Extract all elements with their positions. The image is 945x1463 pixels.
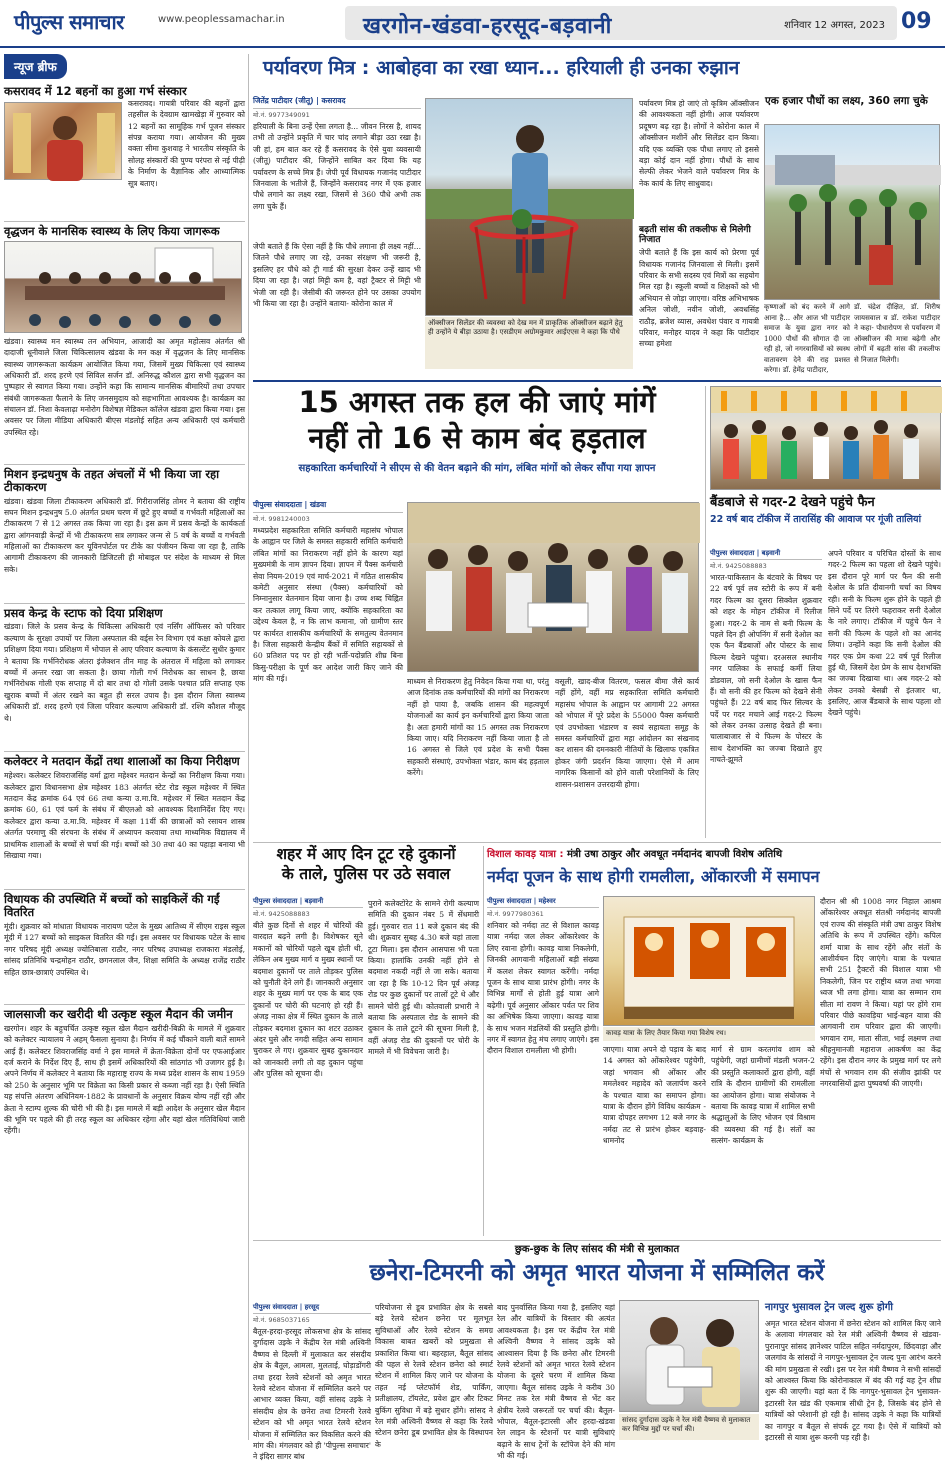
kanwad-kicker: विशाल कावड़ यात्रा : xyxy=(487,849,564,860)
paryavaran-caption-2: कृष्णाओं को बंद करने में आगे आना है... और आज भी पाटीदार समाज के युवा द्वारा नगर को 1000 पौधों की सौगात दी जा रही हो, जो नगरवासियों को स्वस्थ वातावरण देने की राह प्रशस्त करेगा। डॉ. हेमेंद्र पाटीदार, xyxy=(764,303,850,374)
story-kanwad xyxy=(487,846,941,1236)
column-divider xyxy=(705,386,706,838)
theft-text: बीते कुछ दिनों से शहर में चोरियों की वारदात बढ़ने लगी है। विशेषकर सूने मकानों को चोरियों पहले खूब होती थी, लेकिन अब मुख्य मार्ग व मुख्य स्थानों पर बदमाश दुकानों पर ताले तोड़कर पुलिस को चुनौती देने लगे हैं। जानकारी अनुसार शहर के मुख्य मार्ग पर एक के बाद एक दुकानों पर चोरी की घटनाएं हो रही हैं। अंजड़ नाका क्षेत्र में स्थित दुकान के ताले तोड़कर बदमाश दुकान का शटर उठाकर अंदर घुसे और नगदी सहित अन्य सामान चुराकर ले गए। शुक्रवार सुबह दुकानदार को जानकारी लगी तो वह दुकान पहुंचा और पुलिस को सूचना दी। xyxy=(253,921,363,1079)
brief-item xyxy=(4,603,245,749)
theft-text-2: पुराने कलेक्टोरेट के सामने रोगी कल्याण समिति की दुकान नंबर 5 में सेंधमारी हुई। गुरुवार रात 11 बजे दुकान बंद की थी। शुक्रवार सुबह 4.30 बजे यहां ताला टूटा मिला। इस दौरान आसपास भी पता किया। हालांकि उनकी नहीं होने से बदमाश नकदी नहीं ले जा सके। बताया जा रहा है कि 10-12 दिन पूर्व अंजड़ रोड पर कुछ दुकानों पर तालों टूटे थे और सामने चोरी हुई थी। कोतवाली प्रभारी ने बताया कि अस्पताल रोड के सामने की दुकान के ताले टूटने की सूचना मिली है, वहीं अंजड़ रोड की दुकानों पर चोरी के मामले में भी विवेचना जारी है। xyxy=(368,899,479,1057)
kanwad-kicker-line xyxy=(487,846,941,860)
paryavaran-photo-caption: ऑक्सीजन सिलेंडर की व्यवस्था को देख मन में प्राकृतिक ऑक्सीजन बढ़ाने हेतु ही उन्होंने ये बीड़ा उठाया है। एसडीएम अग्रोमकुमार आईएएस ने कहा कि पौधे xyxy=(425,317,633,369)
brief-title: मिशन इन्द्रधनुष के तहत अंचलों में भी किया जा रहा टीकाकरण xyxy=(4,466,220,494)
byline-name: पीपुल्स संवाददाता xyxy=(487,897,532,905)
byline-place: कसरावद xyxy=(321,96,346,105)
strike-headline-2: नहीं तो 16 से काम बंद हड़ताल xyxy=(308,421,646,456)
story-theft xyxy=(253,846,479,1236)
byline-place: हरसूद xyxy=(304,1303,320,1311)
region-title: खरगोन-खंडवा-हरसूद-बड़वानी xyxy=(363,14,612,39)
byline-mobile: मो.नं. 9425088883 xyxy=(710,562,767,570)
paryavaran-text: जेपी बताते हैं कि ऐसा नहीं है कि पौधे लगाना ही लक्ष्य नहीं... जितने पौधे लगाए जा रहे, उनका संरक्षण भी जरूरी है, इसलिए हर पौधे को ट्री गार्ड की सुरक्षा देकर उन्हें खाद भी दिया जा रहा है। जहां मिट्टी कम है, वहां ट्रैक्टर से मिट्टी भी भेजी जा रही है। जेसीबी की जरूरत होने पर उसका उपयोग भी किया जा रहा है। उन्होंने बताया- कोरोना काल में xyxy=(253,242,421,308)
section-divider xyxy=(253,380,941,382)
kanwad-kicker-rest: मंत्री उषा ठाकुर और अवधूत नर्मदानंद बापजी विशेष अतिथि xyxy=(566,849,783,860)
byline-mobile: मो.नं. 9981240003 xyxy=(253,515,310,523)
paryavaran-headline: पर्यावरण मित्र : आबोहवा का रखा ध्यान... हरियाली ही उनका रुझान xyxy=(263,57,740,79)
strike-text-2: वसूली, खाद-बीज वितरण, फसल बीमा जैसे कार्य नहीं होंगे, वहीं मप्र सहकारिता समिति कर्मचारी महासंघ भोपाल के आह्वान पर आगामी 22 अगस्त को भोपाल में पूरे प्रदेश के 55000 पैक्स कर्मचारी एवं उपभोक्ता भंडारण व स्वयं सहायता समूह के समस्त कर्मचारियों द्वारा महा आंदोलन का संखनाद कर शासन की दमनकारी नीतियों के खिलाफ एकत्रित होकर जंगी प्रदर्शन किया जाएगा। ऐसे में आम नागरिक किसानों को होने वाली परेशानियों के लिए शासन-प्रशासन उत्तरदायी होगा। xyxy=(555,677,699,789)
byline-mobile: मो.नं. 9425088883 xyxy=(253,910,310,918)
rail-photo-caption: सांसद दुर्गादास उइके ने रेल मंत्री वैष्णव से मुलाकात कर विभिन्न मुद्दों पर चर्चा की। xyxy=(619,1414,759,1440)
paryavaran-text: जेपी बताते हैं कि इस कार्य को प्रेरणा पूर्व विधायक गजानंद जिनवाला से मिली। इसमें परिवार के सभी सदस्य एवं मित्रों का सहयोग मिल रहा है। स्कूली बच्चों व शिक्षकों को भी अभियान से जोड़ा जाएगा। वरिष्ठ अभिभाषक अनिल जोशी, नवीन जोशी, अवधसिंह राठौड़, ब्रजेश व्यास, अवधेश पंवार व गायत्री परिवार, मनोहर यादव ने कहा कि पाटीदार सच्चा हमेशा xyxy=(639,248,759,349)
byline-place: बड़वानी xyxy=(304,897,324,905)
brief-title: कसरावद में 12 बहनों का हुआ गर्भ संस्कार xyxy=(4,84,187,98)
byline: पीपुल्स संवाददाता | महेश्वर xyxy=(487,894,599,908)
brief-text: कसरावद। गायत्री परिवार की बहनों द्वारा तहसील के देवग्राम खामखेड़ा में गुरुवार को 12 बहनों का सामूहिक गर्भ पूजन संस्कार संपन्न कराया गया। आयोजन की मुख्य वक्ता सीमा कुशवाह ने भारतीय संस्कृति के सोलह संस्कारों की पुण्य परंपरा से नई पीढ़ी के निर्माण के वैज्ञानिक और आध्यात्मिक सूत्र बताए। xyxy=(128,98,245,188)
brief-item xyxy=(4,221,245,461)
masthead xyxy=(0,0,945,48)
gadar-photo xyxy=(710,386,941,490)
byline-name: पीपुल्स संवाददाता xyxy=(253,500,302,509)
section-divider xyxy=(253,1240,941,1241)
logo[interactable]: पीपुल्स समाचार xyxy=(14,10,124,34)
region-bar xyxy=(345,6,897,40)
byline-place: महेश्वर xyxy=(538,897,556,905)
byline-place: खंडवा xyxy=(309,500,327,509)
byline: जितेंद्र पाटीदार (जीतू) | कसरावद xyxy=(253,94,421,109)
kanwad-text-3: मार्ग से ग्राम करतगांव शाम को पहुंचेगी, जहां ग्रामीणों मंडली भजन-2 की प्रस्तुति कलाकारों द्वारा होगी, वहीं रात्रि के दौरान ग्रामीणों की रामलीला का आयोजन होगा। यात्रा संयोजक ने बताया कि कावड़ यात्रा में शामिल सभी श्रद्धालुओं के लिए भोजन एवं विश्राम की व्यवस्था की गई है। संतों का सत्संग- कार्यक्रम के xyxy=(711,1045,815,1146)
theft-headline-1: शहर में आए दिन टूट रहे दुकानों xyxy=(276,845,456,863)
byline: पीपुल्स संवाददाता | बड़वानी xyxy=(710,546,822,560)
rail-col1 xyxy=(253,1300,371,1462)
byline-name: जितेंद्र पाटीदार (जीतू) xyxy=(253,96,314,105)
brief-text: खंडवा। स्वास्थ्य मन स्वास्थ्य तन अभियान, आजादी का अमृत महोत्सव अंतर्गत श्री दादाजी धूनीवाले जिला चिकित्सालय खंडवा के मन कक्ष में वृद्धजन के लिए मानसिक स्वास्थ्य जागरूकता कार्यक्रम आयोजित किया गया, जिसमें मुख्य चिकित्सा एवं स्वास्थ्य अधिकारी डॉ. शरद हरणे एवं सिविल सर्जन डॉ. अनिरुद्ध कौशल द्वारा सभी वृद्धजन का पुष्पहार से स्वागत किया गया। उन्होंने कहा कि सामान्य मानसिक बीमारियों तथा उपचार संबंधी जागरूकता फैलाने के लिए जनसमुदाय को सहभागिता आवश्यक है। कार्यक्रम का संचालन डॉ. निशा केवलाढ़ा मनोरोग विशेषज्ञ मेडिकल कॉलेज खंडवा द्वारा किया गया। इस अवसर पर जिला मीडिया अधिकारी बीएस मंडलोई सहित अन्य अधिकारी एवं कर्मचारी उपस्थित रहे। xyxy=(4,336,245,437)
brief-item xyxy=(4,1004,245,1173)
paryavaran-text: हरियाली के बिना उन्हें ऐसा लगता है... जीवन निरस है, शायद तभी तो उन्होंने प्रकृति में चार चांद लगाने बीड़ा उठा रखा है। जी हां, हम बात कर रहे हैं कसरावद के ऐसे युवा व्यवसायी (जीतू) पाटीदार की, जिन्होंने साबित कर दिया कि यह पर्यावरण के सच्चे मित्र हैं। जेपी पूर्व विधायक गजानंद पाटीदार जिनवाला के भतीजे हैं, जिन्होंने कसरावद नगर में एक हजार पौधे लगाने का लक्ष्य रखा, जिसमें से 360 पौधे अभी तक लगा चुके हैं। xyxy=(253,122,421,211)
rail-side-headline: नागपुर भुसावल ट्रेन जल्द शुरू होगी xyxy=(765,1302,893,1313)
brief-photo-seminar xyxy=(4,241,242,333)
theft-col1 xyxy=(253,894,363,1234)
column-divider xyxy=(483,846,484,1236)
gadar-text-2: अपने परिवार व परिचित दोस्तों के साथ गदर-2 फिल्म का पहला शो देखने पहुंचे। इस दौरान पूरे मार्ग पर फैन की सनी देओल के प्रति दीवानगी चर्चा का विषय रही। सनी के फिल्म शुरू होने के पहले ही सिने पर्दे पर तिरंगे फहराकर सनी देओल के नारे लगाए। टॉकीज में पहुंचे फैन ने सनी की फिल्म के पहले शो का आनंद लिया। उन्होंने कहा कि सनी देओल की गदर एक प्रेम कथा 22 वर्ष पूर्व रिलीज हुई थी, जिसमें देश प्रेम के साथ देशभक्ति का जज्बा दिखाया था। अब गदर-2 को लेकर उनको बेसब्री से इंतजार था, इसलिए, आज बैंडबाजे के साथ पहला शो देखने पहुंचे। xyxy=(828,549,941,718)
brief-text: खंडवा। जिले के प्रसव केन्द्र के चिकित्सा अधिकारी एवं नर्सिंग ऑफिसर को परिवार कल्याण के सुरक्षा उपायों पर जिला अस्पताल की वर्ड्स रेन विभाग एवं कक्षा कोयले द्वारा प्रशिक्षण दिया गया। प्रशिक्षण में भोपाल से आए परिवार कल्याण के कंसल्टेंट सुधीर कुमार ने बताया कि गर्भनिरोधक अंतरा इंजेक्शन तीन माह के अंतराल में महिला को लगाकर बच्चों में अन्तर रखा जा सकता है। छाया गोली गर्भ निरोधक का साधन है, छाया गर्भनिरोधक गोली एक सप्ताह में दो बार तथा दो गोली उसके पश्चात प्रति सप्ताह एक खुराक बच्चों में अंतर रखने का बहुत ही सरल उपाय है। इस दौरान जिला स्वास्थ्य अधिकारी डॉ. शरद हरणे एवं जिला परिवार कल्याण अधिकारी डॉ. रश्मि कौशल मौजूद थे। xyxy=(4,622,245,723)
strike-photo-caption-text: माध्यम से निराकरण हेतु निवेदन किया गया था, परंतु आज दिनांक तक कर्मचारियों की मांगों का निराकरण नहीं हो पाया है, जबकि शासन की महत्वपूर्ण योजनाओं का कार्य इन कर्मचारियों द्वारा किया जाता है। अतः हमारी मांगों का 15 अगस्त तक निराकरण किया जाए। यदि निराकरण नहीं किया जाता है तो 16 अगस्त से जिले एवं प्रदेश के सभी पैक्स सहकारी संस्थाएं, उपभोक्ता भंडार, काम बंद हड़ताल करेंगे। xyxy=(407,677,549,778)
brief-column xyxy=(4,54,245,1440)
brief-item xyxy=(4,889,245,1001)
rail-text-2: परियोजना से डूब प्रभावित क्षेत्र के सबसे बड़े रेलवे स्टेशन छनेरा पर मूलभूत सुविधाओं और रेलवे स्टेशन के समग्र विकास बाबत खबरों को प्रमुखता से प्रकाशित किया था। बहरहाल, बैतूल सांसद की पहल से रेलवे स्टेशन छनेरा को स्मार्ट स्टेशन में शामिल किए जाने पर योजना के तहत नई प्लेटफॉर्म शेड, पार्किंग, प्रतीक्षालय, टॉयलेट, प्रवेश द्वार और टिकट बुकिंग सुविधा में बड़े सुधार होंगे। सांसद ने रेल मंत्री अश्विनी वैष्णव से कहा कि रेलवे स्टेशन छनेरा डूब प्रभावित क्षेत्र के विस्थापन के xyxy=(375,1303,493,1449)
theft-headline-2: के ताले, पुलिस पर उठे सवाल xyxy=(281,865,451,884)
brief-title: प्रसव केन्द्र के स्टाफ को दिया प्रशिक्षण xyxy=(4,605,163,620)
rail-headline: छनेरा-टिमरनी को अमृत भारत योजना में सम्मिलित करें xyxy=(369,1260,825,1287)
brief-title: विधायक की उपस्थिति में बच्चों को साइकिलें की गईं वितरित xyxy=(4,892,220,920)
story-paryavaran xyxy=(253,54,941,374)
brief-item xyxy=(4,751,245,886)
brief-title: कलेक्टर ने मतदान केंद्रों तथा शालाओं का किया निरीक्षण xyxy=(4,754,240,769)
brief-photo-woman xyxy=(4,102,122,180)
kanwad-photo-caption: कावड़ यात्रा के लिए तैयार किया गया विशेष रथ। xyxy=(603,1027,815,1041)
rail-text: बैतूल-हरदा-हरसूद लोकसभा क्षेत्र के सांसद दुर्गादास उइके ने केंद्रीय रेल मंत्री अश्विनी वैष्णव से दिल्ली में मुलाकात कर संसदीय क्षेत्र के बैतूल, आमला, मुलताई, घोड़ाडोंगरी तथा हरदा रेलवे स्टेशनों को अमृत भारत रेलवे स्टेशन योजना में सम्मिलित करने पर आभार व्यक्त किया, वहीं सांसद उइके ने संसदीय क्षेत्र के छनेरा तथा टिमरनी रेलवे स्टेशन को भी अमृत भारत रेलवे स्टेशन योजना में सम्मिलित कर विकसित करने की मांग की। मंगलवार को ही 'पीपुल्स समाचार' ने इंदिरा सागर बांध xyxy=(253,1327,371,1462)
strike-col1 xyxy=(253,498,403,838)
page-number: 09 xyxy=(901,9,932,34)
byline-name: पीपुल्स संवाददाता xyxy=(253,1303,298,1311)
byline-mobile: मो.नं. 9977349091 xyxy=(253,111,310,119)
kanwad-text-4: दौरान श्री श्री 1008 नगर निहाल आश्रम ओंकारेश्वर अवधूत संतश्री नर्मदानंद बापजी एवं राज्य की संस्कृति मंत्री उषा ठाकुर विशेष अतिथि के रूप में उपस्थित रहेंगे। कपिल शर्मा यात्रा के साथ रहेंगे और संतों के आशीर्वचन दिए जाएंगे। यात्रा के पश्चात सभी 251 ट्रैक्टरों की विशाल यात्रा भी निकलेगी, जिन पर राष्ट्रीय ध्वज तथा भगवा ध्वज भी लगा होगा। यात्रा का सम्मान राम सीता मां रावण ने किया। यहां पर होंगे राम परिवार पीछे कावड़िया भाई-बहन यात्रा की आगवानी राम परिवार द्वारा की जाएगी। भगवान राम, माता सीता, भाई लक्ष्मण तथा श्रीहनुमानजी महाराज आकर्षण का केंद्र रहेंगे। इस दौरान नगर के प्रमुख मार्ग पर लगे मंचों से भगवान राम की संजीव झांकी पर नगरवासियों द्वारा पुष्पवर्षा की जाएगी। xyxy=(820,897,941,1089)
byline-name: पीपुल्स संवाददाता xyxy=(710,549,755,557)
rail-kicker: छुक-छुक के लिए सांसद की मंत्री से मुलाकात xyxy=(514,1244,680,1255)
story-gadar xyxy=(710,386,941,838)
brief-text: मूंदी। शुक्रवार को मांधाता विधायक नारायण पटेल के मुख्य आतिथ्य में सीएम राइस स्कूल मूंदी में 127 बच्चों को साइकल वितरित की गईं। इस अवसर पर विधायक पटेल के साथ नगर परिषद मूंदी अध्यक्ष ज्योतिबाला राठौर, नगर परिषद उपाध्यक्ष राजकारा मंडलोई, सांसद प्रतिनिधि चन्द्रमोहन राठौर, छगनलाल जैन, शिक्षा समिति के अध्यक्ष राजेंद्र राठौर सहित छात्र-छात्राएं उपस्थित थे। xyxy=(4,922,245,977)
paryavaran-side-heading: एक हजार पौधों का लक्ष्य, 360 लगा चुके xyxy=(765,95,928,107)
paryavaran-photo-plantation xyxy=(764,124,940,300)
brief-header: न्यूज ब्रीफ xyxy=(4,54,67,79)
brief-text: खंडवा। खंडवा जिला टीकाकरण अधिकारी डॉ. गिरीराजसिंह तोमर ने बताया की राष्ट्रीय सघन मिशन इन्द्रधनुष 5.0 अंतर्गत प्रथम चरण में छूटे हुए बच्चों व गर्भवती महिलाओं का टीकाकरण 7 से 12 अगस्त तक किया जा रहा है। इस क्रम में प्रसव केन्द्रों के कार्यकर्ता द्वारा आंगनवाड़ी केन्द्रों में भी टीकाकरण सत्र लगाकर जन्म से 5 वर्ष के बच्चों व गर्भवती महिलाओं का टीकाकरण कर यूविनपोर्टल पर टीके का पंजीयन किया जा रहा है, ताकि आगामी टीकाकरण की जानकारी डिजिटली ही मोबाइल पर संदेश के माध्यम से मिल सके। xyxy=(4,496,245,574)
gadar-headline: बैंडबाजे से गदर-2 देखने पहुंचे फैन xyxy=(710,495,875,510)
paryavaran-caption-3: डॉ. चंद्रेश दीक्षित, डॉ. शिरीष जायसवाल व डॉ. राकेश पाटीदार ने कहा- पौधारोपण से पर्यावरण में ऑक्सीजन की मात्रा बढ़ेगी और लोगों में बढ़ती सांस की तकलीफ से निजात मिलेगी। xyxy=(854,303,940,364)
brief-title: वृद्धजन के मानसिक स्वास्थ्य के लिए किया जागरूक xyxy=(4,223,220,238)
kanwad-text: शनिवार को नर्मदा तट से विशाल कावड़ यात्रा नर्मदा जल लेकर ओंकारेश्वर के लिए रवाना होगी। कावड़ यात्रा निकलेगी, जिनकी आगवानी महिलाओं बड़ी संख्या में कलश लेकर स्वागत करेंगी। नर्मदा पूजन के साथ यात्रा प्रारंभ होगी। नगर के विभिन्न मार्गों से होती हुई यात्रा आगे बढ़ेगी। पूर्व अनुसार ओंकार पर्वत पर शिव का अभिषेक किया जाएगा। कावड़ यात्रा के साथ भजन मंडलियों की प्रस्तुति होगी। नगर में स्वागत हेतु मंच लगाए जाएंगे। इस दौरान विशाल रामलीला भी होगी। xyxy=(487,921,599,1056)
kanwad-text-2: जाएगा। यात्रा अपने दो पड़ाव के बाद 14 अगस्त को ओंकारेश्वर पहुंचेगी, जहां भगवान श्री ओंकार और ममलेश्वर महादेव को जलार्पण करने के पश्चात यात्रा का समापन होगा। यात्रा के दौरान होंगे विविध कार्यक्रम - यात्रा दोपहर लगभग 12 बजे नगर के नर्मदा तट से प्रारंभ होकर बड़वाह-धामनोद xyxy=(603,1045,706,1146)
kanwad-headline: नर्मदा पूजन के साथ होगी रामलीला, ओंकारजी में समापन xyxy=(487,867,820,886)
kanwad-col1 xyxy=(487,894,599,1234)
paryavaran-text: पर्यावरण मित्र हो जाएं तो कृत्रिम ऑक्सीजन की आवश्यकता नहीं होगी। आज पर्यावरण प्रदूषण बढ़ रहा है। लोगों ने कोरोना काल में ऑक्सीजन मशीनें और सिलेंडर दान किया। यदि एक व्यक्ति एक पौधा लगाए तो इससे बड़ा कोई दान नहीं होगा। पौधों के साथ सेल्फी लेकर भेजने वाले पर्यावरण मित्र के नेक कार्य के लिए साधुवाद। xyxy=(639,99,759,188)
rail-text-3: बाद पुनर्वासित किया गया है, इसलिए यहां रेल और यात्रियों के विस्तार की अत्यंत आवश्यकता है। इस पर केंद्रीय रेल मंत्री अश्विनी वैष्णव ने सांसद उइके को आश्वासन दिया है कि छनेरा और टिमरनी रेलवे स्टेशनों को अमृत भारत रेलवे स्टेशन योजना के दूसरे चरण में शामिल किया जाएगा। बैतूल सांसद उइके ने करीब 30 मिनट तक रेल मंत्री वैष्णव से भेंट कर क्षेत्रीय रेलवे जरूरतों पर चर्चा की। बैतूल-भोपाल, बैतूल-इटारसी और हरदा-खंडवा रेल लाइन के स्टेशनों पर यात्री सुविधाएं बढ़ाने के साथ ट्रेनों के स्टॉपेज देने की मांग भी की गई। xyxy=(497,1303,615,1461)
brief-title: जालसाजी कर खरीदी थी उत्कृष्ट स्कूल मैदान की जमीन xyxy=(4,1007,233,1021)
gadar-col1 xyxy=(710,546,822,838)
paryavaran-subhead: बढ़ती सांस की तकलीफ से मिलेगी निजात xyxy=(639,225,751,246)
section-divider xyxy=(253,842,941,843)
story-strike xyxy=(253,386,701,838)
byline-name: पीपुल्स संवाददाता xyxy=(253,897,298,905)
byline-place: बड़वानी xyxy=(761,549,781,557)
rail-photo xyxy=(619,1300,759,1412)
byline: पीपुल्स संवाददाता | खंडवा xyxy=(253,498,403,513)
story-rail xyxy=(253,1244,941,1462)
byline: पीपुल्स संवाददाता | बड़वानी xyxy=(253,894,363,908)
byline-mobile: मो.नं. 9685037165 xyxy=(253,1316,310,1324)
brief-text: खरगोन। शहर के बहुचर्चित उत्कृष्ट स्कूल खेल मैदान खरीदी-बिक्री के मामले में शुक्रवार को कलेक्टर न्यायालय ने अहम् फैसला सुनाया है। निर्णय में कई चौंकाने वाली बातें सामने आई हैं। कलेक्टर शिवराजसिंह वर्मा ने इस मामले में क्रेता-विक्रेता दोनों पर एफआईआर दर्ज कराने के निर्देश दिए हैं, साथ ही इसमें अधिकारियों की सांठगांठ भी उजागर हुई है। अपने निर्णय में कलेक्टर ने बताया कि महाराष्ट्र राज्य के मध्य प्रदेश शासन के साथ 1959 को 250 के अनुसार भूमि पर विक्रेता का किसी प्रकार से कब्जा नहीं रहा है। ऐसी स्थिति यह संपत्ति अंतरण अधिनियम-1882 के प्रावधानों के अनुसार विक्रय योग्य नहीं रही और क्रेता ने स्टाम्प शुल्क की चोरी भी की है। इस मामले में बड़ी आदेश के अनुसार खेल मैदान की भूमि पर पहले की ही तरह स्कूल का अधिकार रहेगा और यहां खेल गतिविधियां जारी रहेंगी। xyxy=(4,1023,245,1136)
paryavaran-byline-box xyxy=(253,94,421,363)
byline-mobile: मो.नं. 9977980361 xyxy=(487,910,544,918)
strike-headline-1: 15 अगस्त तक हल की जाएं मांगें xyxy=(298,385,656,419)
strike-text: मध्यप्रदेश सहकारिता समिति कर्मचारी महासंघ भोपाल के आह्वान पर जिले के समस्त सहकारी समिति कर्मचारी लंबित मांगों का निराकरण नहीं होने के कारण यहां मुख्यमंत्री के नाम ज्ञापन दिया। ज्ञापन में पैक्स कर्मचारी सेवा नियम-2019 एवं मार्च-2021 में गठित शासकीय कमेटी अनुसार संस्था (पैक्स) कर्मचारियों को निम्नानुसार वेतनमान दिया जाना है। उच्च शब्द चिह्नित कर तत्काल लागू किया जाए, क्योंकि सहकारिता का उद्देश्य केवल है, न कि लाभ कमाना, जो ग्रामीण स्तर पर कार्यरत शासकीय कर्मचारियों के समतुल्य वेतनमान है। जिला सहकारी केन्द्रीय बैंकों में समिति सहायकों से 60 प्रतिशत पद पर हो रही भर्ती-पदोन्नति शीघ्र बिना किसु-परीक्षा के पूर्ण कर आदेश जारी किए जाने की मांग की गई। xyxy=(253,526,403,684)
byline: पीपुल्स संवाददाता | हरसूद xyxy=(253,1300,371,1314)
site-url[interactable]: www.peoplessamachar.in xyxy=(158,14,285,25)
column-divider xyxy=(248,54,249,1440)
rail-side-text: अमृत भारत स्टेशन योजना में छनेरा स्टेशन को शामिल किए जाने के अलावा मंगलवार को रेल मंत्री अश्विनी वैष्णव से खंडवा-पुरानापुर सांसद ज्ञानेश्वर पाटिल सहित नर्मदापुरम, छिंदवाड़ा और जलगांव के सांसदों ने नागपुर-भुसावल ट्रेन जल्द पुनः आरंभ करने की मांग प्रमुखता से रखी। इस पर रेल मंत्री वैष्णव ने सभी सांसदों को आश्वस्त किया कि कोरोनाकाल में बंद की गई यह ट्रेन शीघ्र शुरू की जाएगी। यहां बता दें कि नागपुर-भुसावल ट्रेन भुसावल-इटारसी रेल खंड की एकमात्र सीधी ट्रेन है, जिसके बंद होने से यात्रियों को परेशानी हो रही है। सांसद उइके ने कहा कि यात्रियों का नागपुर व बैतूल से संपर्क टूट गया है। ऐसे में यात्रियों को इटारसी से यात्रा शुरू करनी पड़ रही है। xyxy=(765,1319,941,1442)
paryavaran-photo-main xyxy=(425,98,633,316)
brief-text: महेश्वर। कलेक्टर शिवराजसिंह वर्मा द्वारा महेश्वर मतदान केन्द्रों का निरीक्षण किया गया। कलेक्टर द्वारा विधानसभा क्षेत्र महेश्वर 183 अंतर्गत स्टेट रोड स्कूल महेश्वर में स्थित मतदान केंद्र क्रमांक 64 एवं 66 तथा कन्या उ.मा.वि. महेश्वर में स्थित मतदान केंद्र क्रमांक 60, 61 एवं फर्म के संबंध में बीएलओ को आवश्यक दिशानिर्देश दिए गए। कलेक्टर द्वारा कन्या उ.मा.वि. महेश्वर में कक्षा 11वीं की छात्राओं को रसायन शास्त्र अंतर्गत परमाणु की संरचना के संबंध में अध्यापन करवाया तथा माध्यमिक विद्यालय में प्राथमिक शालाओं के बच्चों से चर्चा की गई। बच्चों को 30 तथा 40 का पहाड़ा बनाया भी सिखाया गया। xyxy=(4,771,245,860)
issue-date: शनिवार 12 अगस्त, 2023 xyxy=(784,20,885,31)
paryavaran-col3 xyxy=(639,98,759,370)
gadar-subhead: 22 वर्ष बाद टॉकीज में तारासिंह की आवाज पर गूंजी तालियां xyxy=(710,513,922,525)
strike-photo xyxy=(407,502,699,672)
strike-deck: सहकारिता कर्मचारियों ने सीएम से की वेतन बढ़ाने की मांग, लंबित मांगों को लेकर सौंपा गया ज्ञापन xyxy=(298,462,656,474)
gadar-text: भारत-पाकिस्तान के बंटवारे के विषय पर 22 वर्ष पूर्व लव स्टोरी के रूप में बनी गदर फिल्म का दूसरा सिक्वेल शुक्रवार को शहर के मोहन टॉकीज में रिलीज हुआ। गदर-2 के नाम से बनी फिल्म के पहले दिन ही ओपनिंग में सनी देओल का एक फैन बैंडबाजों और पोस्टर के साथ फिल्म देखने पहुंचा। दरअसल स्थानीय नगर पालिका के सफाई कर्मी लिया डोडवाल, जो सनी देओल के खास फैन हैं। वो सनी की हर फिल्म को देखने सेनी पहुंचते हैं। 22 वर्ष बाद फिर सिल्वर के पर्दे पर गदर मचाने आई गदर-2 फिल्म को लेकर उनका उत्साह देखते ही बना। चालाबाजार से ये फिल्म के पोस्टर के साथ देशभक्ति का जज्बा दिखाते हुए नाचते-झूमते xyxy=(710,573,822,765)
kanwad-photo xyxy=(603,896,815,1026)
brief-item xyxy=(4,464,245,600)
brief-item xyxy=(4,85,245,218)
